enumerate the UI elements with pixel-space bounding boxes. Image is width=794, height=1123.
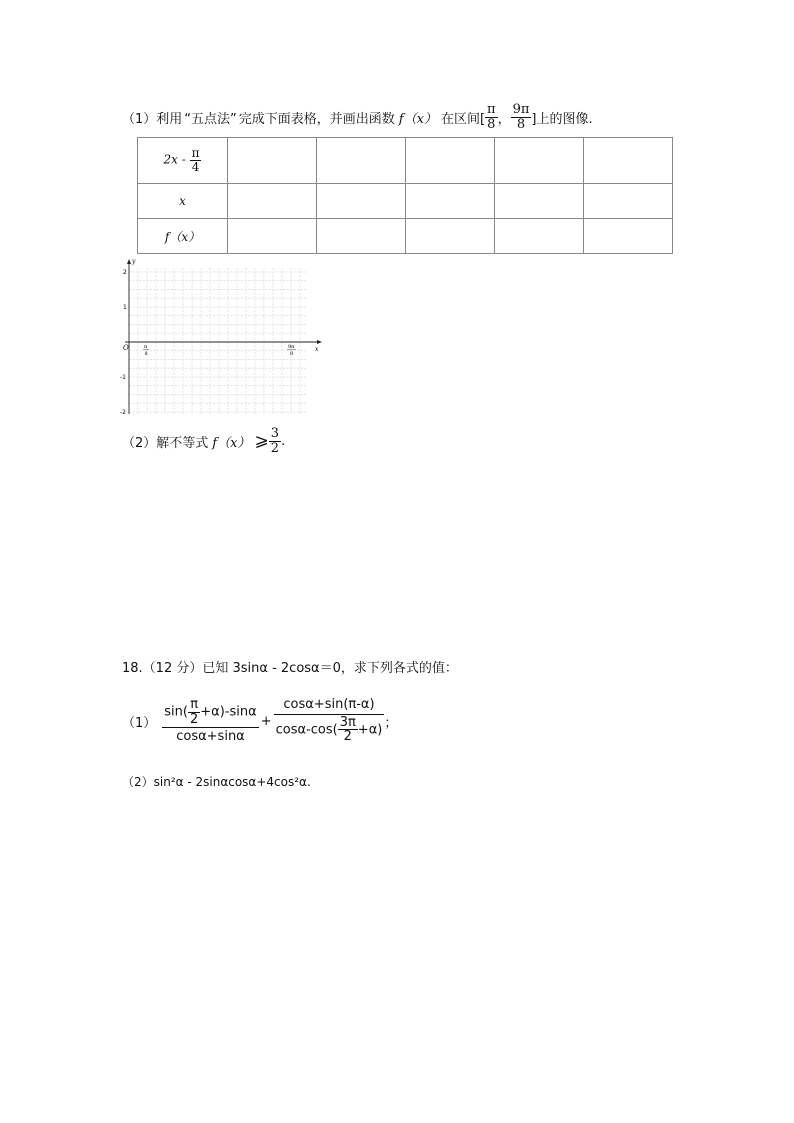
frac-b-den: 8 [516, 116, 526, 132]
x-axis-arrow [317, 340, 322, 344]
y-tick-neg1: -1 [120, 374, 126, 381]
table-cell[interactable] [584, 138, 673, 184]
f2-denominator: cosα-cos( $\frac{3\pi}{2}$ +α) [275, 714, 383, 745]
part1-suffix: ]上的图像. [531, 111, 593, 127]
grid-lines [129, 268, 307, 414]
table-row [138, 219, 673, 254]
y-tick-1: 1 [123, 304, 127, 311]
table-row [138, 184, 673, 219]
y-axis-arrow [127, 259, 131, 264]
q18-heading: 18.（12 分）已知 3sinα - 2cosα＝0，求下列各式的值： [122, 661, 458, 676]
table-label-2x-minus-pi4: 2x - $\frac{\pi}{4}$ [138, 138, 228, 184]
y-axis-label: y [132, 258, 136, 265]
x-tick-a-den: 8 [144, 351, 148, 357]
part2-ge: ⩾ [254, 431, 269, 451]
part1-fx: f（x） [398, 111, 437, 127]
table-label-fx: f（x） [138, 219, 228, 254]
part1-line [122, 100, 593, 134]
q18-part1 [122, 684, 397, 758]
table-cell[interactable] [317, 219, 406, 254]
table-frac: $\frac{\pi}{4}$ [191, 146, 200, 174]
table-cell[interactable] [406, 138, 495, 184]
part2-end: . [280, 433, 286, 449]
origin-label: O [123, 344, 129, 352]
q18-fraction-1 [162, 698, 258, 744]
frac-a-num: π [487, 101, 496, 117]
part1-frac-b [511, 103, 532, 131]
coordinate-grid [115, 256, 325, 416]
table-cell[interactable] [317, 184, 406, 219]
f1-numerator: sin( $\frac{\pi}{2}$ +α)-sinα [164, 697, 257, 727]
part2-fx: f（x） [212, 435, 251, 451]
x-tick-a-num: π [144, 344, 148, 350]
y-tick-2: 2 [123, 269, 127, 276]
table-cell[interactable] [228, 138, 317, 184]
part1-comma: ， [497, 111, 511, 127]
q18-semicolon: ； [384, 715, 398, 731]
table-label-x: x [138, 184, 228, 219]
part1-quote: “五点法” [184, 111, 237, 127]
f2-numerator: cosα+sin(π-α) [274, 698, 385, 715]
q18-plus: + [260, 713, 272, 729]
table-cell[interactable] [406, 219, 495, 254]
part2-frac: $\frac{3}{2}$ [270, 425, 279, 456]
part1-middle: 完成下面表格，并画出函数 [238, 111, 395, 127]
table-row [138, 138, 673, 184]
x-tick-b-den: 8 [290, 351, 294, 357]
table-cell[interactable] [495, 184, 584, 219]
x-axis-label: x [315, 346, 319, 353]
frac-b-num: 9π [512, 101, 530, 117]
table-cell[interactable] [584, 219, 673, 254]
y-tick-neg2: -2 [120, 409, 126, 416]
part1-frac-a [485, 103, 498, 131]
frac-a-den: 8 [487, 116, 496, 132]
q18-fraction-2 [274, 698, 385, 744]
table-cell[interactable] [317, 138, 406, 184]
q18-p1-label: （1） [122, 715, 157, 731]
q18-part2: （2）sin²α - 2sinαcosα+4cos²α. [122, 775, 311, 789]
five-point-table [137, 137, 673, 254]
table-cell[interactable] [406, 184, 495, 219]
table-cell[interactable] [228, 219, 317, 254]
table-cell[interactable] [228, 184, 317, 219]
part2-text: （2）解不等式 [122, 435, 209, 451]
part2-line [122, 424, 285, 458]
part1-interval-prefix: 在区间[ [440, 111, 486, 127]
table-cell[interactable] [495, 138, 584, 184]
table-cell[interactable] [584, 184, 673, 219]
table-cell[interactable] [495, 219, 584, 254]
f1-denominator: cosα+sinα [176, 729, 245, 745]
x-tick-b-num: 9π [288, 344, 295, 350]
part1-prefix: （1）利用 [122, 111, 183, 127]
